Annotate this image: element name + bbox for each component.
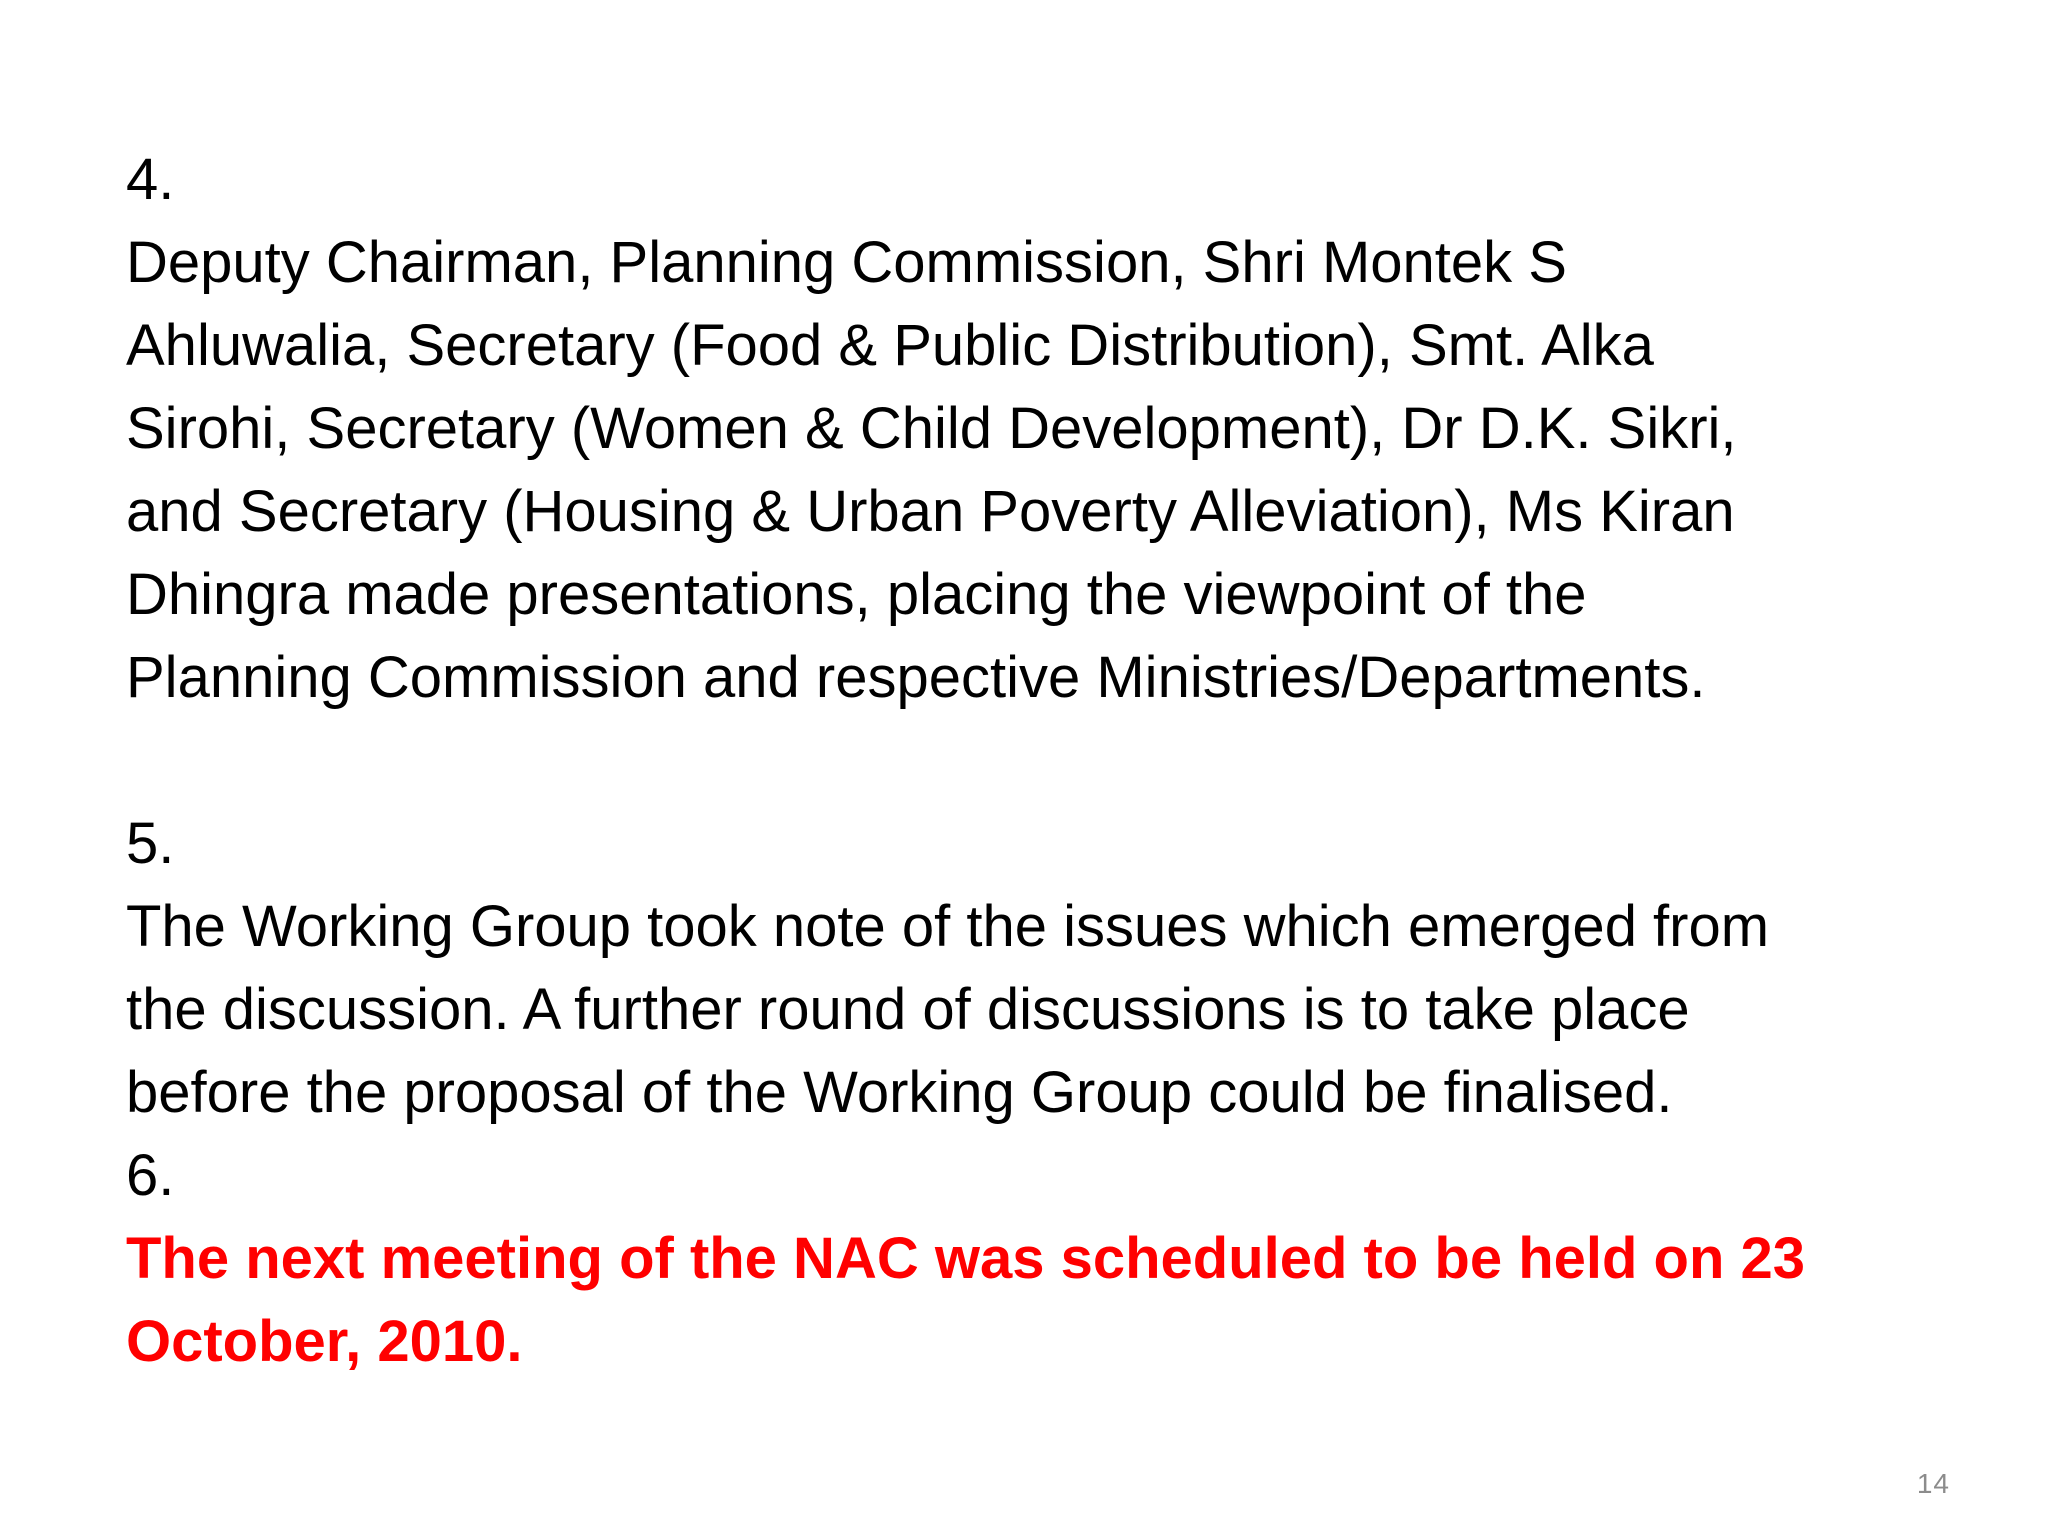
paragraph-line: and Secretary (Housing & Urban Poverty Alleviation), Ms Kiran <box>126 479 1735 544</box>
page-number: 14 <box>1916 1468 1950 1499</box>
section-number: 6. <box>126 1143 175 1208</box>
paragraph-line: The Working Group took note of the issues which emerged from <box>126 894 1770 959</box>
paragraph-line: Sirohi, Secretary (Women & Child Development), Dr D.K. Sikri, <box>126 396 1737 461</box>
section-number: 4. <box>126 147 175 212</box>
section-4 <box>126 138 1976 719</box>
paragraph-line: Planning Commission and respective Ministries/Departments. <box>126 645 1706 710</box>
paragraph-line: before the proposal of the Working Group could be finalised. <box>126 1060 1673 1125</box>
section-number: 5. <box>126 811 175 876</box>
paragraph-line: Ahluwalia, Secretary (Food & Public Distribution), Smt. Alka <box>126 313 1654 378</box>
paragraph-spacer <box>126 719 1976 802</box>
section-6 <box>126 1134 1976 1383</box>
paragraph-line: Dhingra made presentations, placing the viewpoint of the <box>126 562 1587 627</box>
section-5 <box>126 802 1976 1134</box>
paragraph-line: the discussion. A further round of discussions is to take place <box>126 977 1690 1042</box>
slide-body <box>126 138 1976 1383</box>
paragraph-line: Deputy Chairman, Planning Commission, Shri Montek S <box>126 230 1567 295</box>
highlighted-line: The next meeting of the NAC was scheduled to be held on 23 <box>126 1226 1806 1291</box>
highlighted-line: October, 2010. <box>126 1309 523 1374</box>
